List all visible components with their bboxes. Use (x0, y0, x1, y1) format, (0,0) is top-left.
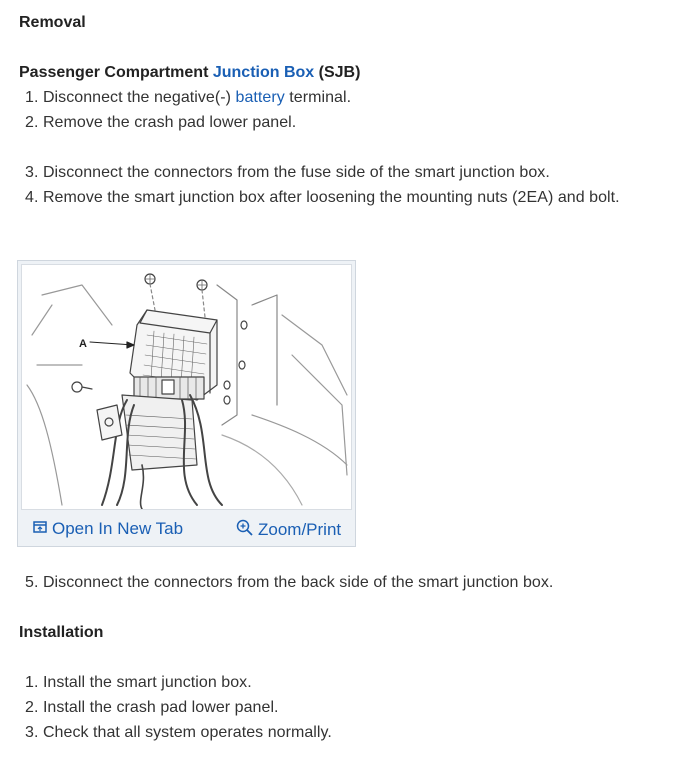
install-step-1: 1. Install the smart junction box. (25, 674, 252, 691)
installation-heading: Installation (19, 624, 104, 641)
battery-link[interactable]: battery (235, 89, 285, 106)
removal-step-1 (25, 89, 351, 107)
junction-box-drawing (22, 265, 351, 509)
figure-action-bar (18, 514, 355, 544)
zoom-print-label: Zoom/Print (258, 520, 342, 539)
removal-step-4: 4. Remove the smart junction box after loosening the mounting nuts (2EA) and bolt. (25, 189, 620, 206)
removal-step-5: 5. Disconnect the connectors from the back side of the smart junction box. (25, 574, 554, 591)
open-in-new-tab-link[interactable] (33, 519, 183, 539)
junction-box-illustration[interactable] (21, 264, 352, 510)
install-step-2: 2. Install the crash pad lower panel. (25, 699, 279, 716)
install-step-3: 3. Check that all system operates normally. (25, 724, 332, 741)
zoom-print-link[interactable] (236, 519, 341, 541)
section-title (19, 64, 360, 82)
junction-box-link[interactable]: Junction Box (212, 64, 315, 81)
removal-step-1-post: terminal. (284, 89, 352, 106)
open-in-new-tab-icon (33, 519, 47, 539)
callout-label-a: A (79, 338, 87, 350)
removal-step-1-pre: 1. Disconnect the negative(-) (25, 89, 236, 106)
open-in-new-tab-label: Open In New Tab (52, 519, 184, 538)
section-title-suffix: (SJB) (314, 64, 361, 81)
section-title-prefix: Passenger Compartment (19, 64, 213, 81)
removal-step-2: 2. Remove the crash pad lower panel. (25, 114, 297, 131)
figure-card (17, 260, 356, 547)
removal-heading: Removal (19, 14, 86, 31)
zoom-icon (236, 519, 253, 541)
removal-step-3: 3. Disconnect the connectors from the fuse side of the smart junction box. (25, 164, 550, 181)
